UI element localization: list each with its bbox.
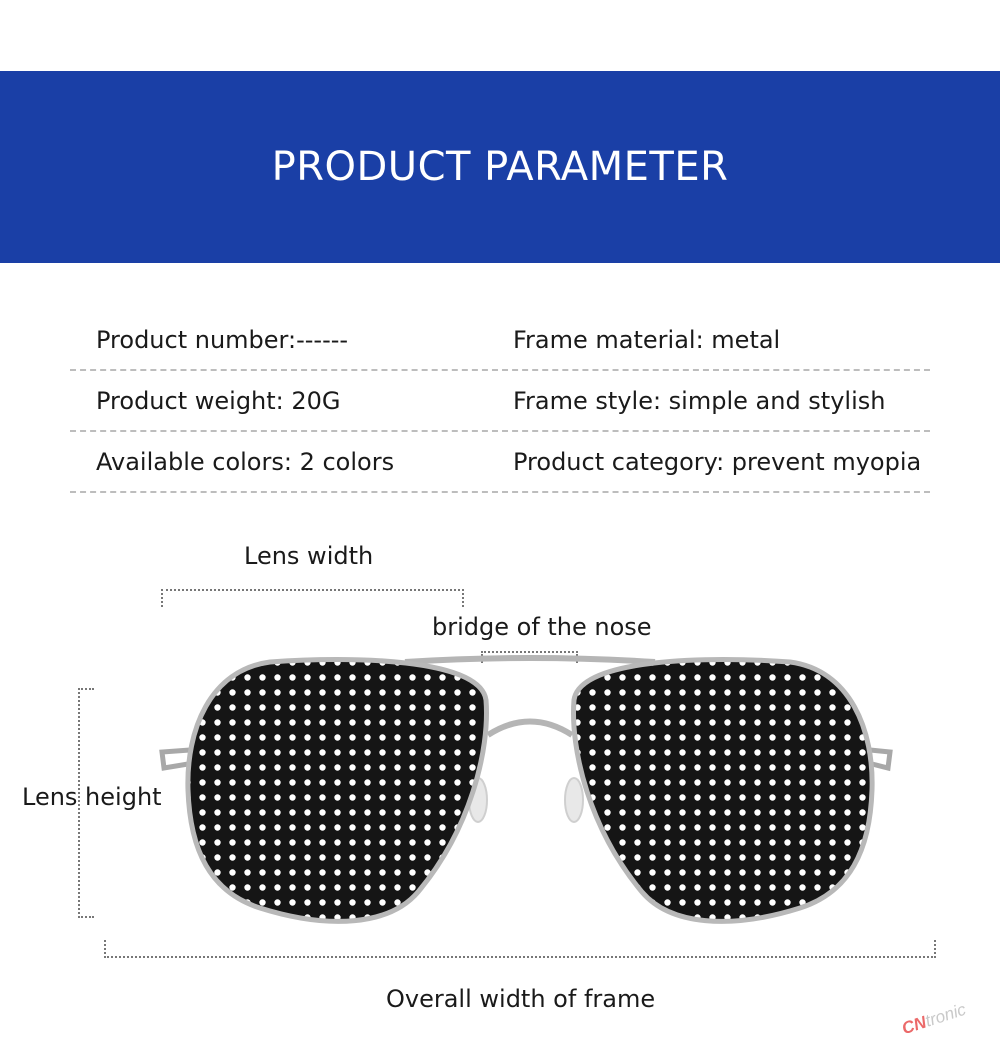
brand-watermark-logo: CNtronic xyxy=(899,999,969,1039)
top-bridge-bar xyxy=(405,658,655,662)
right-lens xyxy=(574,660,873,922)
overall-width-label: Overall width of frame xyxy=(386,985,656,1013)
param-product-weight: Product weight: 20G xyxy=(96,387,341,415)
param-product-category: Product category: prevent myopia xyxy=(513,448,922,476)
right-nose-pad xyxy=(565,778,583,822)
left-temple xyxy=(162,750,190,768)
parameter-row xyxy=(70,377,930,438)
param-available-colors: Available colors: 2 colors xyxy=(96,448,395,476)
row-divider xyxy=(70,430,930,432)
nose-bridge xyxy=(488,722,572,736)
param-product-number: Product number:------ xyxy=(96,326,349,354)
left-lens xyxy=(188,660,487,922)
row-divider xyxy=(70,491,930,493)
parameter-row xyxy=(70,316,930,377)
page-title: PRODUCT PARAMETER xyxy=(271,144,729,190)
row-divider xyxy=(70,369,930,371)
param-frame-material: Frame material: metal xyxy=(513,326,781,354)
param-frame-style: Frame style: simple and stylish xyxy=(513,387,886,415)
bridge-label: bridge of the nose xyxy=(432,613,652,641)
header-banner xyxy=(0,71,1000,263)
lens-height-bracket xyxy=(78,688,94,918)
lens-height-label: Lens height xyxy=(22,783,162,811)
lens-width-bracket xyxy=(161,589,464,607)
overall-width-bracket xyxy=(104,940,936,958)
pinhole-glasses-image xyxy=(150,640,910,940)
lens-width-label: Lens width xyxy=(244,542,374,570)
parameter-row xyxy=(70,438,930,499)
parameter-table xyxy=(70,316,930,499)
